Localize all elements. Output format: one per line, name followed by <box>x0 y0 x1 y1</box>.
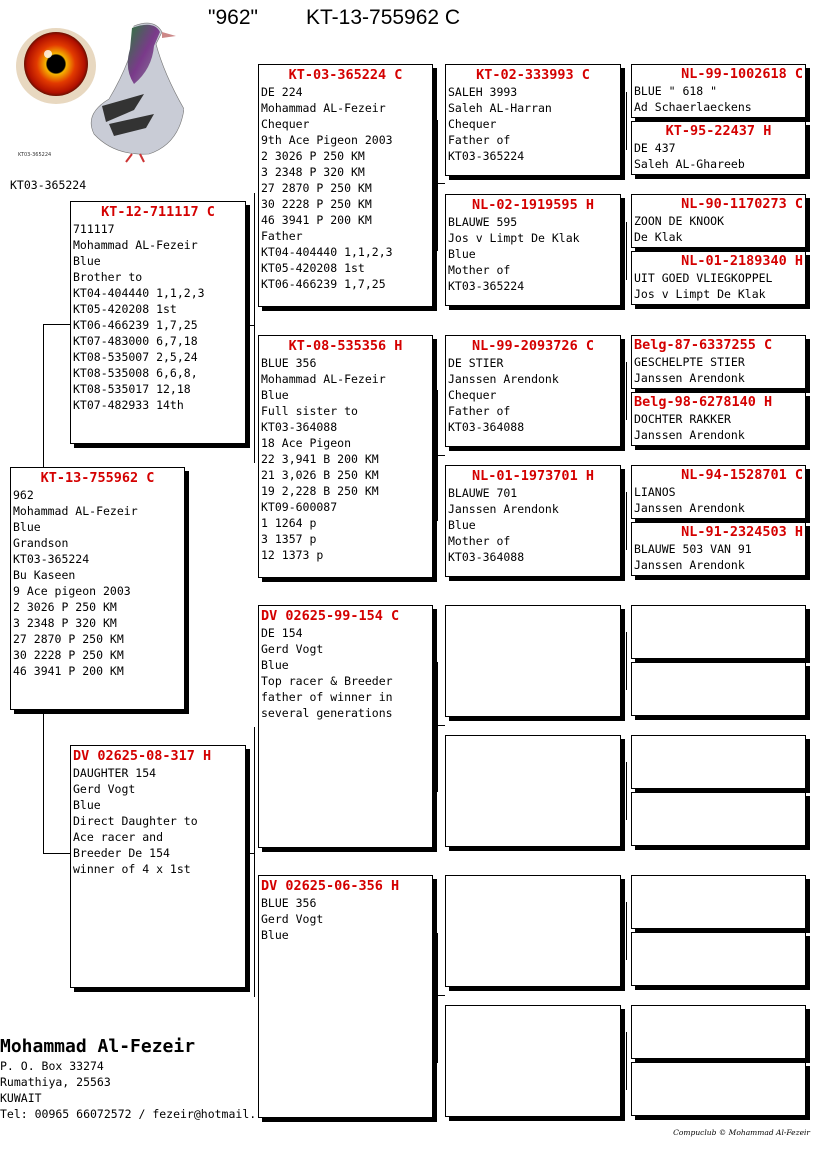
connector-line <box>43 853 70 854</box>
info-line: KT03-365224 <box>448 149 525 163</box>
info-line: BLUE 356 <box>261 896 317 910</box>
info-line: Janssen Arendonk <box>634 501 745 515</box>
info-line: Jos v Limpt De Klak <box>634 287 766 301</box>
great-grandparent-card[interactable] <box>631 465 806 519</box>
info-line: Mohammad AL-Fezeir <box>13 504 138 518</box>
info-line: DE 437 <box>634 141 676 155</box>
info-line: several generations <box>261 706 393 720</box>
empty-card[interactable] <box>631 932 806 986</box>
connector-line <box>246 325 255 326</box>
info-line: LIANOS <box>634 485 676 499</box>
info-line: Breeder De 154 <box>73 846 170 860</box>
connector-line <box>246 853 255 854</box>
pigeon-photo <box>14 14 184 164</box>
info-line: 22 3,941 B 200 KM <box>261 452 379 466</box>
info-line: De Klak <box>634 230 683 244</box>
ring-number: Belg-87-6337255 C <box>634 337 773 353</box>
info-line: KT08-535007 2,5,24 <box>73 350 198 364</box>
info-line: Gerd Vogt <box>261 912 324 926</box>
info-line: KT08-535017 12,18 <box>73 382 191 396</box>
pigeon-name: "962" <box>208 6 258 29</box>
info-line: Father of <box>448 404 511 418</box>
empty-card[interactable] <box>631 1062 806 1116</box>
info-line: Mother of <box>448 534 511 548</box>
info-line: KT04-404440 1,1,2,3 <box>73 286 205 300</box>
info-line: BLUE " 618 " <box>634 84 718 98</box>
info-line: 27 2870 P 250 KM <box>13 632 124 646</box>
info-line: 3 1357 p <box>261 532 317 546</box>
sire-dam-dam-card[interactable] <box>445 465 621 577</box>
address-line: P. O. Box 33274 <box>0 1059 104 1073</box>
info-line: UIT GOED VLIEGKOPPEL <box>634 271 773 285</box>
empty-card[interactable] <box>631 605 806 659</box>
svg-text:KT03-365224: KT03-365224 <box>18 152 52 158</box>
info-line: SALEH 3993 <box>448 85 518 99</box>
info-line: Father of <box>448 133 511 147</box>
address-line: KUWAIT <box>0 1091 42 1105</box>
empty-card[interactable] <box>445 1005 621 1117</box>
info-line: Janssen Arendonk <box>448 502 559 516</box>
info-line: Full sister to <box>261 404 358 418</box>
info-line: DAUGHTER 154 <box>73 766 157 780</box>
info-line: winner of 4 x 1st <box>73 862 191 876</box>
info-line: 46 3941 P 200 KM <box>261 213 372 227</box>
info-line: 19 2,228 B 250 KM <box>261 484 379 498</box>
info-line: KT03-364088 <box>448 420 525 434</box>
info-line: Blue <box>261 658 289 672</box>
info-line: KT06-466239 1,7,25 <box>261 277 386 291</box>
info-line: 962 <box>13 488 34 502</box>
great-grandparent-card[interactable] <box>631 194 806 248</box>
info-line: Blue <box>448 247 476 261</box>
empty-card[interactable] <box>445 875 621 987</box>
info-line: Direct Daughter to <box>73 814 198 828</box>
info-line: DOCHTER RAKKER <box>634 412 731 426</box>
dam-card[interactable] <box>70 745 246 988</box>
info-line: KT03-365224 <box>13 552 90 566</box>
info-line: 2 3026 P 250 KM <box>261 149 365 163</box>
info-line: KT03-364088 <box>261 420 338 434</box>
info-line: Saleh AL-Harran <box>448 101 552 115</box>
ring-number: NL-90-1170273 C <box>681 196 803 212</box>
info-line: Brother to <box>73 270 143 284</box>
sire-dam-sire-card[interactable] <box>445 335 621 447</box>
info-line: KT05-420208 1st <box>261 261 365 275</box>
dam-dam-card[interactable] <box>258 875 433 1118</box>
info-line: KT06-466239 1,7,25 <box>73 318 198 332</box>
info-line: Janssen Arendonk <box>634 371 745 385</box>
ring-number: NL-99-1002618 C <box>681 66 803 82</box>
ring-number: KT-03-365224 C <box>288 67 403 83</box>
info-line: Janssen Arendonk <box>634 428 745 442</box>
info-line: BLUE 356 <box>261 356 317 370</box>
info-line: Gerd Vogt <box>261 642 324 656</box>
connector-line <box>437 183 445 184</box>
connector-line <box>626 92 627 150</box>
info-line: KT03-364088 <box>448 550 525 564</box>
sire-dam-card[interactable] <box>258 335 433 578</box>
info-line: Ace racer and <box>73 830 164 844</box>
pigeon-ring: KT-13-755962 C <box>306 6 461 29</box>
ring-number: DV 02625-08-317 H <box>73 748 212 764</box>
info-line: father of winner in <box>261 690 393 704</box>
sire-sire-sire-card[interactable] <box>445 64 621 176</box>
connector-line <box>43 710 44 853</box>
info-line: Mother of <box>448 263 511 277</box>
info-line: DE 154 <box>261 626 303 640</box>
info-line: 2 3026 P 250 KM <box>13 600 117 614</box>
empty-card[interactable] <box>445 605 621 717</box>
connector-line <box>437 995 445 996</box>
empty-card[interactable] <box>631 1005 806 1059</box>
info-line: KT07-483000 6,7,18 <box>73 334 198 348</box>
info-line: 21 3,026 B 250 KM <box>261 468 379 482</box>
contact-line: Tel: 00965 66072572 / fezeir@hotmail. <box>0 1107 257 1121</box>
info-line: KT03-365224 <box>448 279 525 293</box>
info-line: Grandson <box>13 536 69 550</box>
connector-line <box>626 632 627 690</box>
ring-number: Belg-98-6278140 H <box>634 394 773 410</box>
connector-line <box>254 193 255 463</box>
info-line: Chequer <box>448 388 497 402</box>
ring-number: NL-01-2189340 H <box>681 253 803 269</box>
connector-line <box>626 762 627 820</box>
info-line: 1 1264 p <box>261 516 317 530</box>
info-line: 9th Ace Pigeon 2003 <box>261 133 393 147</box>
info-line: Blue <box>73 254 101 268</box>
subject-card[interactable] <box>10 467 185 710</box>
empty-card[interactable] <box>445 735 621 847</box>
info-line: 30 2228 P 250 KM <box>13 648 124 662</box>
empty-card[interactable] <box>631 735 806 789</box>
info-line: GESCHELPTE STIER <box>634 355 745 369</box>
connector-line <box>43 324 70 325</box>
info-line: Blue <box>261 388 289 402</box>
great-grandparent-card[interactable] <box>631 392 806 446</box>
great-grandparent-card[interactable] <box>631 522 806 576</box>
info-line: Mohammad AL-Fezeir <box>261 101 386 115</box>
info-line: KT05-420208 1st <box>73 302 177 316</box>
info-line: Janssen Arendonk <box>634 558 745 572</box>
sire-card[interactable] <box>70 201 246 444</box>
info-line: Mohammad AL-Fezeir <box>73 238 198 252</box>
info-line: KT07-482933 14th <box>73 398 184 412</box>
eye-icon <box>24 32 88 96</box>
ring-number: DV 02625-99-154 C <box>261 608 400 624</box>
info-line: Father <box>261 229 303 243</box>
ring-number: DV 02625-06-356 H <box>261 878 400 894</box>
info-line: BLAUWE 503 VAN 91 <box>634 542 752 556</box>
ring-number: NL-01-1973701 H <box>472 468 594 484</box>
ring-number: NL-94-1528701 C <box>681 467 803 483</box>
info-line: KT09-600087 <box>261 500 338 514</box>
great-grandparent-card[interactable] <box>631 64 806 118</box>
info-line: Gerd Vogt <box>73 782 136 796</box>
info-line: Blue <box>13 520 41 534</box>
info-line: Jos v Limpt De Klak <box>448 231 580 245</box>
connector-line <box>626 1032 627 1090</box>
connector-line <box>43 324 44 468</box>
ring-number: KT-95-22437 H <box>665 123 772 139</box>
info-line: 18 Ace Pigeon <box>261 436 352 450</box>
owner-name: Mohammad Al-Fezeir <box>0 1036 196 1057</box>
info-line: 9 Ace pigeon 2003 <box>13 584 131 598</box>
info-line: 46 3941 P 200 KM <box>13 664 124 678</box>
empty-card[interactable] <box>631 875 806 929</box>
info-line: Chequer <box>448 117 497 131</box>
info-line: 30 2228 P 250 KM <box>261 197 372 211</box>
info-line: KT04-404440 1,1,2,3 <box>261 245 393 259</box>
info-line: 711117 <box>73 222 115 236</box>
connector-line <box>437 455 445 456</box>
ring-number: NL-02-1919595 H <box>472 197 594 213</box>
great-grandparent-card[interactable] <box>631 251 806 305</box>
connector-line <box>437 662 438 792</box>
address-line: Rumathiya, 25563 <box>0 1075 111 1089</box>
connector-line <box>626 492 627 550</box>
sire-sire-dam-card[interactable] <box>445 194 621 306</box>
ring-number: KT-13-755962 C <box>40 470 155 486</box>
info-line: 3 2348 P 320 KM <box>13 616 117 630</box>
info-line: KT08-535008 6,6,8, <box>73 366 198 380</box>
info-line: BLAUWE 701 <box>448 486 518 500</box>
info-line: Janssen Arendonk <box>448 372 559 386</box>
ring-number: KT-08-535356 H <box>288 338 403 354</box>
sire-sire-card[interactable] <box>258 64 433 307</box>
empty-card[interactable] <box>631 662 806 716</box>
copyright-footer: Compuclub © Mohammad Al-Fezeir <box>673 1128 810 1137</box>
info-line: Mohammad AL-Fezeir <box>261 372 386 386</box>
info-line: DE STIER <box>448 356 504 370</box>
info-line: Blue <box>448 518 476 532</box>
connector-line <box>626 222 627 280</box>
connector-line <box>626 362 627 420</box>
info-line: Top racer & Breeder <box>261 674 393 688</box>
connector-line <box>437 725 445 726</box>
dam-sire-card[interactable] <box>258 605 433 848</box>
connector-line <box>437 120 438 251</box>
info-line: Chequer <box>261 117 310 131</box>
empty-card[interactable] <box>631 792 806 846</box>
info-line: Bu Kaseen <box>13 568 76 582</box>
info-line: 3 2348 P 320 KM <box>261 165 365 179</box>
photo-caption: KT03-365224 <box>10 178 87 192</box>
owner-info <box>0 1036 256 1122</box>
info-line: Ad Schaerlaeckens <box>634 100 752 114</box>
great-grandparent-card[interactable] <box>631 121 806 175</box>
info-line: Blue <box>261 928 289 942</box>
ring-number: NL-91-2324503 H <box>681 524 803 540</box>
info-line: Saleh AL-Ghareeb <box>634 157 745 171</box>
info-line: ZOON DE KNOOK <box>634 214 725 228</box>
great-grandparent-card[interactable] <box>631 335 806 389</box>
info-line: 27 2870 P 250 KM <box>261 181 372 195</box>
info-line: DE 224 <box>261 85 303 99</box>
ring-number: NL-99-2093726 C <box>472 338 594 354</box>
ring-number: KT-12-711117 C <box>101 204 215 220</box>
info-line: Blue <box>73 798 101 812</box>
connector-line <box>254 727 255 997</box>
connector-line <box>437 933 438 1063</box>
connector-line <box>626 902 627 960</box>
info-line: BLAUWE 595 <box>448 215 518 229</box>
info-line: 12 1373 p <box>261 548 324 562</box>
ring-number: KT-02-333993 C <box>476 67 590 83</box>
